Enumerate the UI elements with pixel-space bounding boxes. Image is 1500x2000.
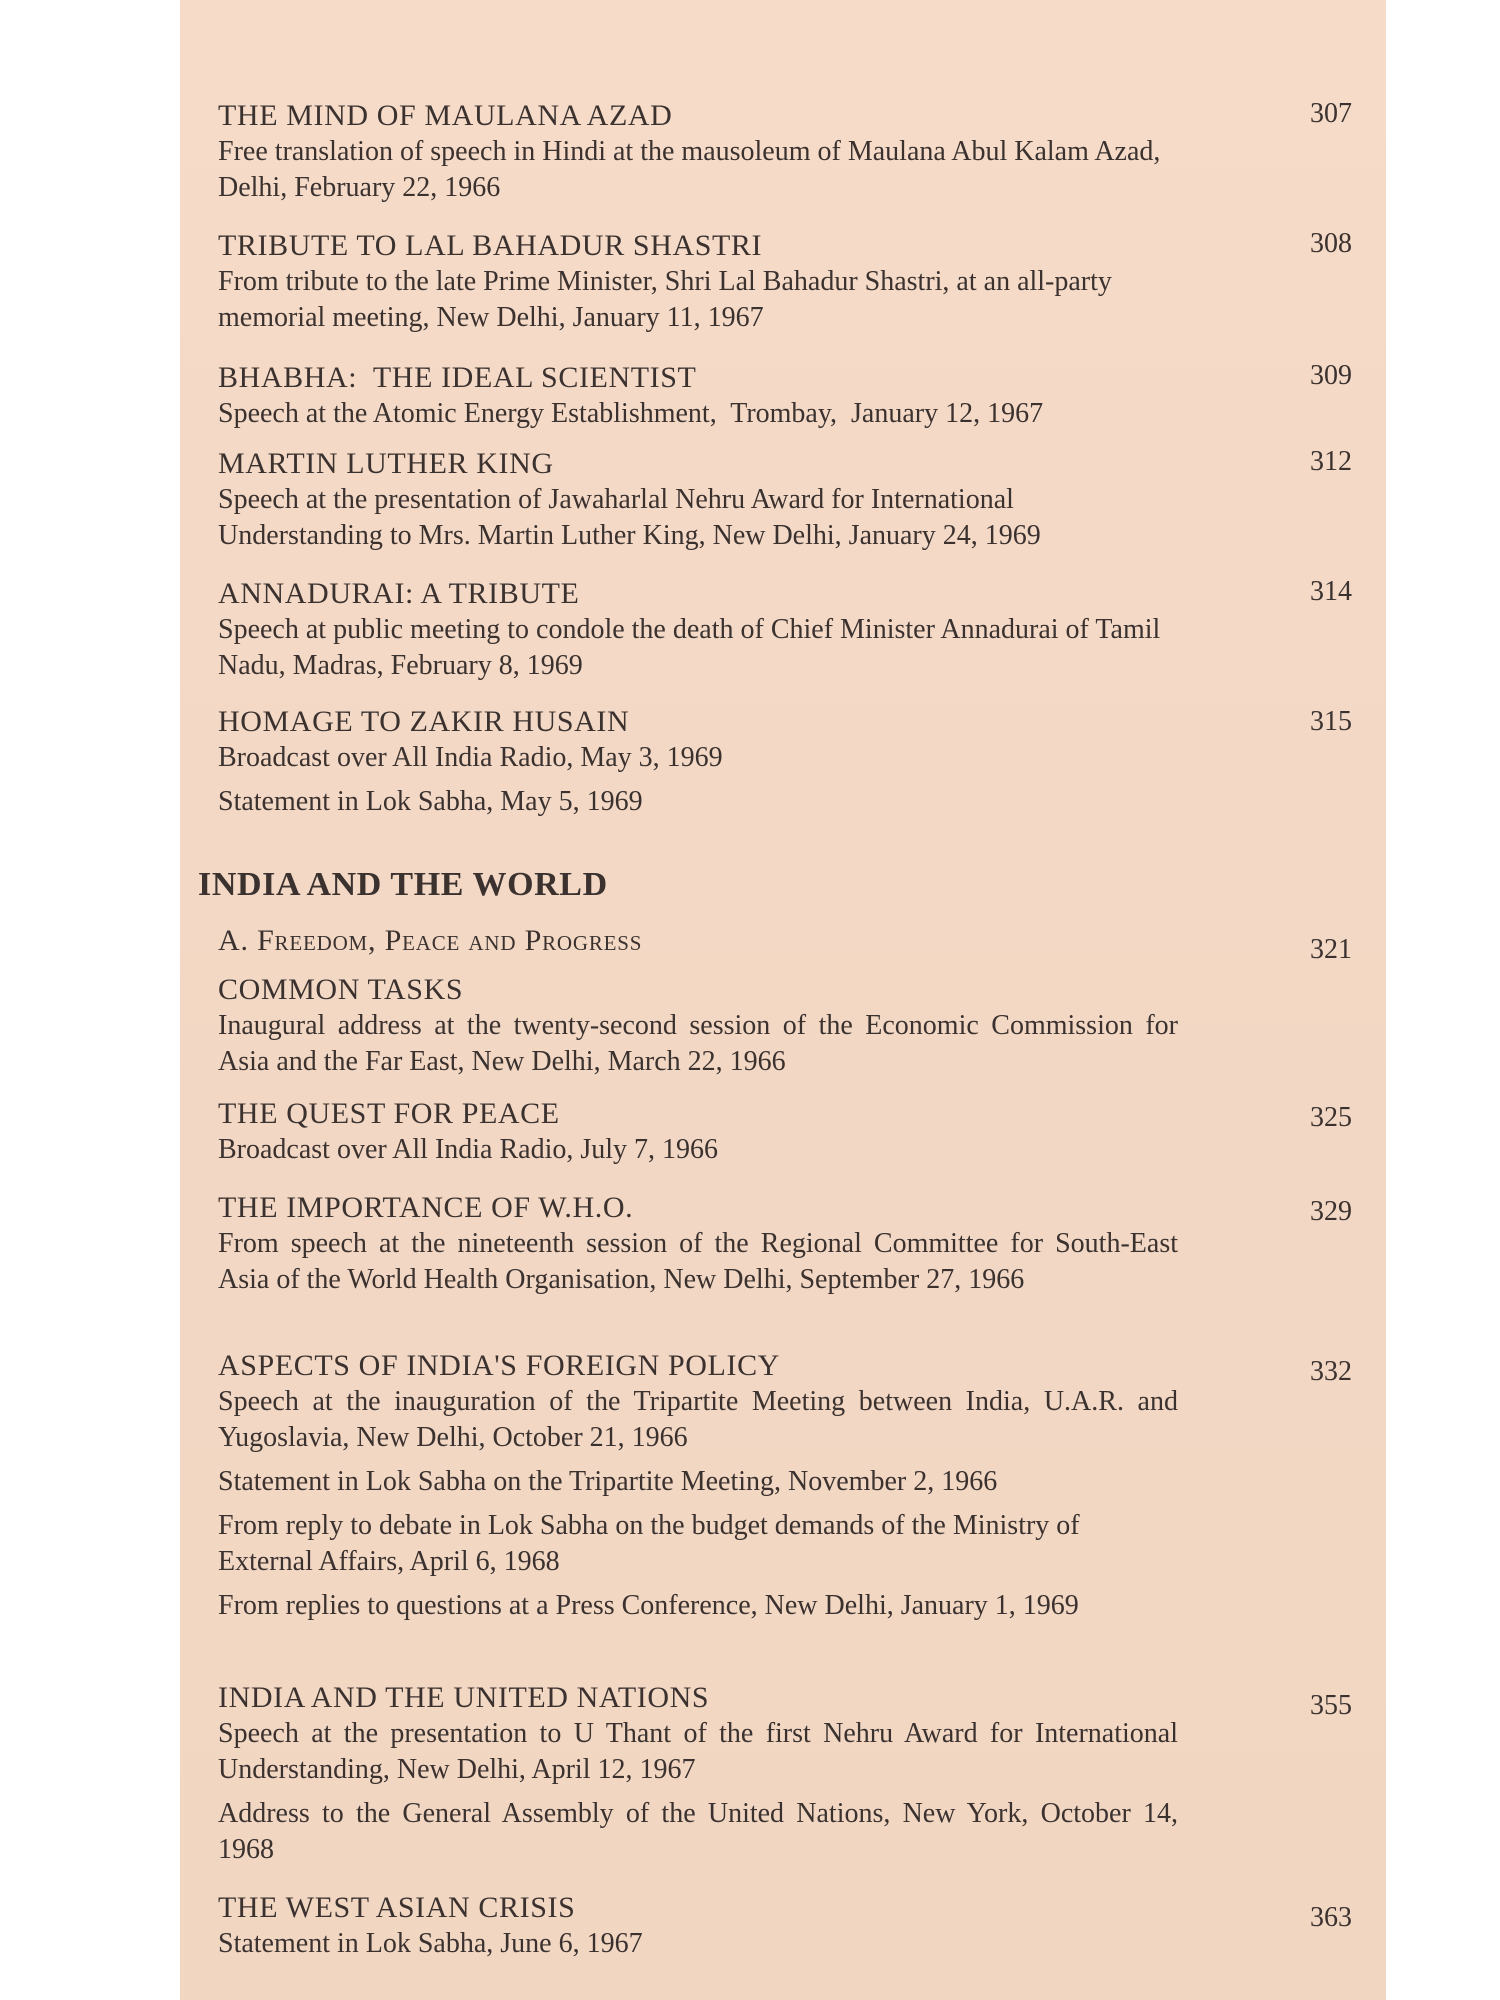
page-number: 363 (1310, 1902, 1352, 1933)
entry-description: Broadcast over All India Radio, July 7, 1966 (218, 1134, 719, 1165)
entry-description: From replies to questions at a Press Conference, New Delhi, January 1, 1969 (218, 1590, 1079, 1621)
page-number: 332 (1310, 1356, 1352, 1387)
entry-description: From reply to debate in Lok Sabha on the budget demands of the Ministry of External Affairs, April 6, 1968 (218, 1510, 1080, 1577)
toc-entry (218, 972, 1328, 1080)
toc-entry (218, 1348, 1328, 1624)
entry-description: Inaugural address at the twenty-second session of the Economic Commission for Asia and the Far East, New Delhi, March 22, 1966 (218, 1010, 1178, 1077)
entry-description: Speech at the presentation of Jawaharlal Nehru Award for International Understanding to Mrs. Martin Luther King, New Delhi, January 24, 1969 (218, 484, 1041, 551)
toc-entry (218, 1190, 1328, 1298)
toc-entry (218, 704, 1328, 820)
page-number: 308 (1310, 228, 1352, 259)
entry-description: Speech at the presentation to U Thant of the first Nehru Award for International Understanding, New Delhi, April 12, 1967 (218, 1718, 1178, 1785)
page-number: 307 (1310, 98, 1352, 129)
toc-entry (218, 1096, 1328, 1168)
entry-description: Statement in Lok Sabha, May 5, 1969 (218, 786, 643, 817)
entry-description: Address to the General Assembly of the United Nations, New York, October 14, 1968 (218, 1798, 1178, 1865)
entry-description: Statement in Lok Sabha on the Tripartite Meeting, November 2, 1966 (218, 1466, 998, 1497)
toc-entry (218, 360, 1328, 432)
page-number: 315 (1310, 706, 1352, 737)
entry-title: HOMAGE TO ZAKIR HUSAIN (218, 705, 630, 738)
entry-description: Broadcast over All India Radio, May 3, 1969 (218, 742, 723, 773)
section-heading: INDIA AND THE WORLD (198, 866, 608, 903)
entry-description: From tribute to the late Prime Minister, Shri Lal Bahadur Shastri, at an all-party memorial meeting, New Delhi, January 11, 1967 (218, 266, 1112, 333)
entry-description: Free translation of speech in Hindi at the mausoleum of Maulana Abul Kalam Azad, Delhi, February 22, 1966 (218, 136, 1161, 203)
book-page (180, 0, 1386, 2000)
page-number: 321 (1310, 934, 1352, 965)
entry-title: COMMON TASKS (218, 973, 464, 1006)
entry-title: THE QUEST FOR PEACE (218, 1097, 560, 1130)
toc-entry (218, 228, 1328, 336)
entry-title: THE WEST ASIAN CRISIS (218, 1891, 576, 1924)
entry-title: ASPECTS OF INDIA'S FOREIGN POLICY (218, 1349, 780, 1382)
entry-description: Speech at public meeting to condole the death of Chief Minister Annadurai of Tamil Nadu, Madras, February 8, 1969 (218, 614, 1161, 681)
entry-title: ANNADURAI: A TRIBUTE (218, 577, 580, 610)
entry-title: TRIBUTE TO LAL BAHADUR SHASTRI (218, 229, 763, 262)
entry-description: Speech at the inauguration of the Tripartite Meeting between India, U.A.R. and Yugoslavia, New Delhi, October 21, 1966 (218, 1386, 1178, 1453)
entry-title: INDIA AND THE UNITED NATIONS (218, 1681, 710, 1714)
subsection-heading: A. Freedom, Peace and Progress (218, 924, 643, 957)
page-number: 314 (1310, 576, 1352, 607)
page-number: 312 (1310, 446, 1352, 477)
entry-description: From speech at the nineteenth session of the Regional Committee for South-East Asia of the World Health Organisation, New Delhi, September 27, 1966 (218, 1228, 1178, 1295)
toc-entry (218, 98, 1328, 206)
page-number: 355 (1310, 1690, 1352, 1721)
toc-entry (218, 1890, 1328, 1962)
entry-description: Statement in Lok Sabha, June 6, 1967 (218, 1928, 643, 1959)
entry-title: BHABHA: THE IDEAL SCIENTIST (218, 361, 697, 394)
page-number: 325 (1310, 1102, 1352, 1133)
entry-title: MARTIN LUTHER KING (218, 447, 554, 480)
entry-title: THE MIND OF MAULANA AZAD (218, 99, 673, 132)
page-number: 329 (1310, 1196, 1352, 1227)
entry-description: Speech at the Atomic Energy Establishment, Trombay, January 12, 1967 (218, 398, 1044, 429)
entry-title: THE IMPORTANCE OF W.H.O. (218, 1191, 634, 1224)
toc-entry (218, 576, 1328, 684)
toc-entry (218, 1680, 1328, 1868)
page-number: 309 (1310, 360, 1352, 391)
toc-entry (218, 446, 1328, 554)
